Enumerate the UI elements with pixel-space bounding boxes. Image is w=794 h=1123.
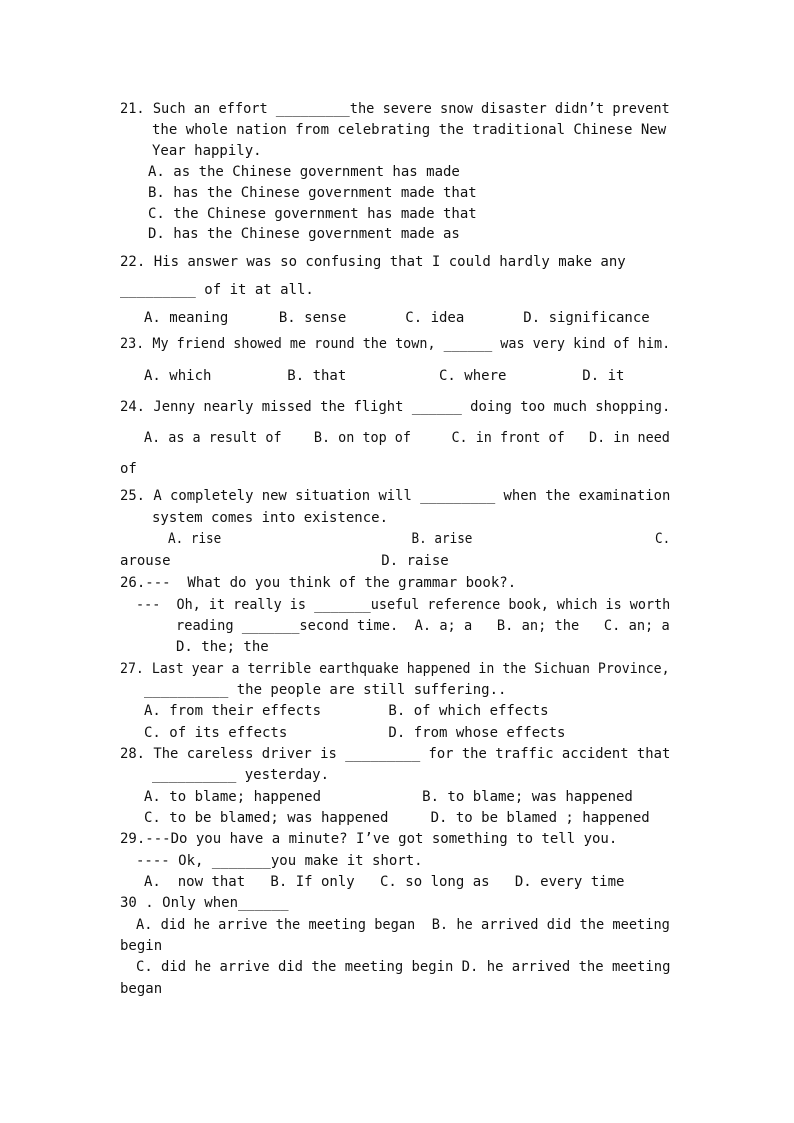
q24-stem: 24. Jenny nearly missed the flight ______ doing too much shopping.: [120, 399, 671, 415]
q23-stem: 23. My friend showed me round the town, ______ was very kind of him.: [120, 336, 671, 352]
q30-stem: 30 . Only when______: [120, 895, 289, 911]
q21-option-d: D. has the Chinese government made as: [148, 226, 460, 242]
q29-stem-line2: ---- Ok, _______you make it short.: [136, 853, 423, 869]
q21-stem-line3: Year happily.: [152, 143, 262, 159]
q27-stem-line2: __________ the people are still suffering..: [144, 682, 507, 698]
q22-options: A. meaning B. sense C. idea D. significance: [144, 310, 650, 326]
q21-option-a: A. as the Chinese government has made: [148, 164, 460, 180]
q28-options-cd: C. to be blamed; was happened D. to be blamed ; happened: [144, 810, 650, 826]
q27-options-ab: A. from their effects B. of which effects: [144, 703, 549, 719]
q24-options: A. as a result of B. on top of C. in front of D. in need: [144, 430, 670, 446]
q25-options-line1: A. rise B. arise C.: [168, 531, 671, 547]
q30-options-cd: C. did he arrive did the meeting begin D. he arrived the meeting: [136, 959, 671, 975]
q28-options-ab: A. to blame; happened B. to blame; was happened: [144, 789, 633, 805]
q25-stem-line1: 25. A completely new situation will _________ when the examination: [120, 488, 671, 504]
q30-options-ab: A. did he arrive the meeting began B. he arrived did the meeting: [136, 917, 670, 933]
q22-stem-line1: 22. His answer was so confusing that I could hardly make any: [120, 254, 626, 270]
q27-options-cd: C. of its effects D. from whose effects: [144, 725, 566, 741]
q25-options-line2: arouse D. raise: [120, 553, 449, 569]
q24-options-wrap: of: [120, 461, 137, 477]
q25-stem-line2: system comes into existence.: [152, 510, 389, 526]
q26-option-d: D. the; the: [176, 639, 269, 655]
q21-stem-line2: the whole nation from celebrating the traditional Chinese New: [152, 122, 667, 138]
q21-option-c: C. the Chinese government has made that: [148, 206, 477, 222]
q30-options-cd-wrap: began: [120, 981, 163, 997]
q29-options: A. now that B. If only C. so long as D. every time: [144, 874, 625, 890]
q27-stem-line1: 27. Last year a terrible earthquake happened in the Sichuan Province,: [120, 661, 670, 677]
q26-stem-line2: --- Oh, it really is _______useful reference book, which is worth: [136, 597, 671, 613]
q26-stem-line1: 26.--- What do you think of the grammar book?.: [120, 575, 517, 591]
q26-stem-line3: reading _______second time. A. a; a B. an; the C. an; a: [176, 618, 670, 634]
q30-options-ab-wrap: begin: [120, 938, 163, 954]
q21-stem-line1: 21. Such an effort _________the severe snow disaster didn’t prevent: [120, 101, 670, 117]
q29-stem-line1: 29.---Do you have a minute? I’ve got something to tell you.: [120, 831, 618, 847]
q28-stem-line1: 28. The careless driver is _________ for the traffic accident that: [120, 746, 671, 762]
q23-options: A. which B. that C. where D. it: [144, 368, 625, 384]
q22-stem-line2: _________ of it at all.: [120, 282, 314, 298]
q21-option-b: B. has the Chinese government made that: [148, 185, 477, 201]
q28-stem-line2: __________ yesterday.: [152, 767, 330, 783]
